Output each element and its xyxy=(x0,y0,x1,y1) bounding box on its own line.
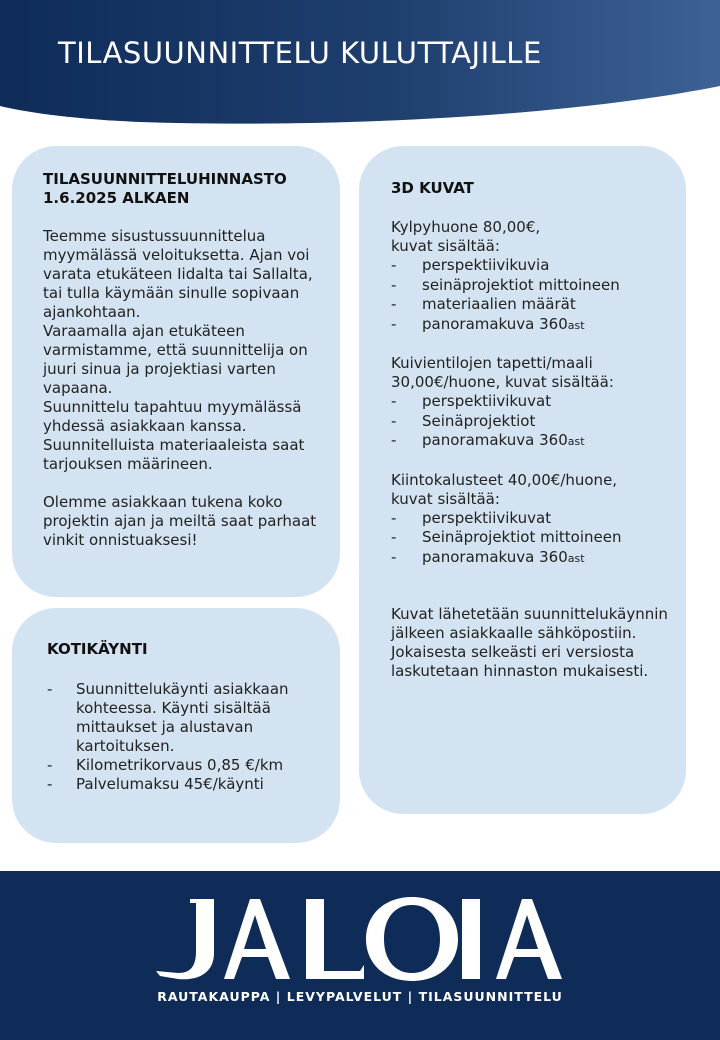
list-item-text: panoramakuva 360 xyxy=(422,431,568,449)
list-marker: - xyxy=(47,756,53,774)
price-group-dry-rooms xyxy=(391,354,683,452)
list-item xyxy=(391,315,683,336)
pricing-paragraph: Suunnittelu tapahtuu myymälässä yhdessä asiakkaan kanssa. Suunnitelluista materiaaleista saat tarjouksen määrineen. xyxy=(43,398,305,473)
list-marker: - xyxy=(391,256,397,274)
group-title-line: Kuivientilojen tapetti/maali xyxy=(391,354,593,372)
list-item xyxy=(47,680,337,756)
group-title-line: kuvat sisältää: xyxy=(391,489,500,508)
list-marker: - xyxy=(391,431,397,449)
list-item-text: perspektiivikuvat xyxy=(422,392,552,410)
renders-card xyxy=(359,146,686,814)
list-marker: - xyxy=(47,775,53,793)
list-item-suffix: ast xyxy=(567,435,585,448)
page-title: TILASUUNNITTELU KULUTTAJILLE xyxy=(58,36,542,70)
header-banner xyxy=(0,0,720,128)
list-item xyxy=(391,392,683,412)
list-item xyxy=(391,431,683,452)
group-title xyxy=(391,471,683,509)
list-item xyxy=(47,756,337,775)
list-item-text: Suunnittelukäynti asiakkaan kohteessa. Käynti sisältää mittaukset ja alustavan kartoituksen. xyxy=(76,680,289,755)
group-title-line: 30,00€/huone, kuvat sisältää: xyxy=(391,373,614,391)
pricing-paragraph: Varaamalla ajan etukäteen varmistamme, että suunnittelija on juuri sinua ja projektiasi varten vapaana. xyxy=(43,322,308,397)
list-marker: - xyxy=(391,528,397,546)
list-marker: - xyxy=(391,508,397,527)
home-visit-card xyxy=(12,608,340,843)
list-item-text: Kilometrikorvaus 0,85 €/km xyxy=(76,756,284,774)
home-visit-heading: KOTIKÄYNTI xyxy=(47,640,148,658)
list-item-text: Seinäprojektiot mittoineen xyxy=(422,528,622,546)
footer-tagline: RAUTAKAUPPA | LEVYPALVELUT | TILASUUNNITTELU xyxy=(157,989,563,1004)
jaloa-logo xyxy=(150,893,570,985)
group-title-line: Kylpyhuone 80,00€, xyxy=(391,218,541,236)
pricing-paragraph: Teemme sisustussuunnittelua myymälässä veloituksetta. Ajan voi varata etukäteen Iidalta tai Sallalta, tai tulla käymään sinulle sopivaan ajankohtaan. xyxy=(43,227,313,321)
pricing-heading-line1: TILASUUNNITTELUHINNASTO xyxy=(43,170,287,188)
list-item-text: materiaalien määrät xyxy=(422,295,576,313)
list-item-suffix: ast xyxy=(567,551,585,565)
list-item-text: Palvelumaksu 45€/käynti xyxy=(76,775,264,793)
list-item-text: perspektiivikuvat xyxy=(422,508,552,527)
pricing-heading-line2: 1.6.2025 ALKAEN xyxy=(43,189,190,207)
list-item-text: perspektiivikuvia xyxy=(422,256,550,274)
list-item xyxy=(47,775,337,794)
list-marker: - xyxy=(391,411,397,430)
pricing-heading xyxy=(43,170,333,208)
group-title-line: Kiintokalusteet 40,00€/huone, xyxy=(391,470,618,489)
renders-content xyxy=(391,218,683,681)
list-item xyxy=(391,528,683,548)
list-item xyxy=(391,295,683,315)
list-item xyxy=(391,548,683,569)
list-marker: - xyxy=(391,314,397,333)
list-item xyxy=(391,276,683,296)
list-item-text: seinäprojektiot mittoineen xyxy=(422,275,620,294)
list-marker: - xyxy=(47,680,53,698)
list-item xyxy=(391,509,683,529)
group-title xyxy=(391,354,683,392)
home-visit-list xyxy=(47,680,337,794)
group-title xyxy=(391,218,683,256)
pricing-paragraph: Olemme asiakkaan tukena koko projektin ajan ja meiltä saat parhaat vinkit onnistuaksesi! xyxy=(43,493,317,549)
renders-note: Kuvat lähetetään suunnittelukäynnin jälkeen asiakkaalle sähköpostiin. Jokaisesta selkeästi eri versiosta laskutetaan hinnaston mukaisesti. xyxy=(391,605,668,680)
list-item xyxy=(391,256,683,276)
list-marker: - xyxy=(391,392,397,410)
price-group-bathroom xyxy=(391,218,683,335)
list-marker: - xyxy=(391,275,397,294)
list-marker: - xyxy=(391,547,397,566)
group-title-line: kuvat sisältää: xyxy=(391,237,500,255)
pricing-card xyxy=(12,146,340,597)
list-item-suffix: ast xyxy=(567,318,585,332)
list-item-text: panoramakuva 360 xyxy=(422,314,568,333)
list-item-text: Seinäprojektiot xyxy=(422,411,536,430)
price-group-cabinetry xyxy=(391,471,683,569)
list-item-text: panoramakuva 360 xyxy=(422,547,568,566)
footer-banner xyxy=(0,871,720,1040)
pricing-body xyxy=(43,227,335,550)
list-marker: - xyxy=(391,295,397,313)
renders-heading: 3D KUVAT xyxy=(391,179,474,197)
list-item xyxy=(391,412,683,432)
